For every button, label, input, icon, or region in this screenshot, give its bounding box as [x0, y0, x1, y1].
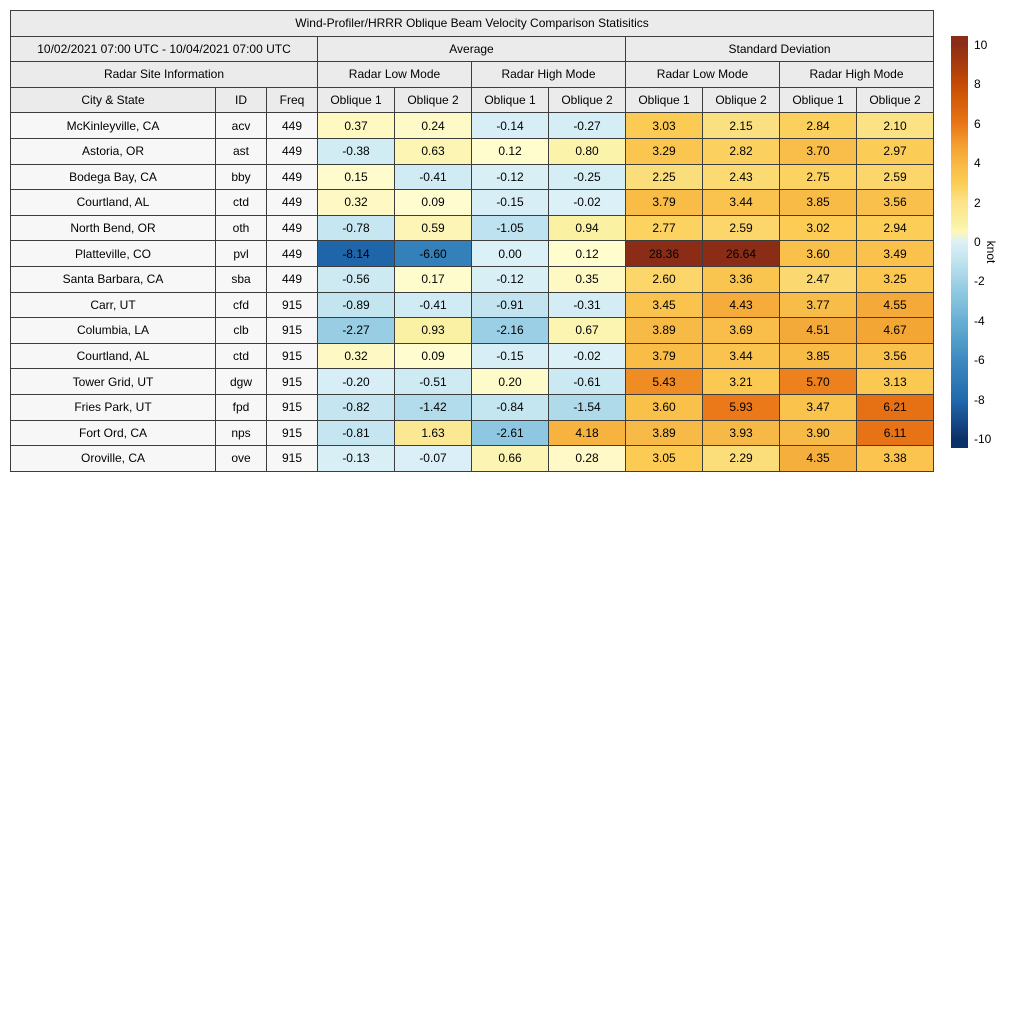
table-row: [11, 420, 934, 446]
value-cell: 0.12: [472, 138, 549, 164]
city-cell: Oroville, CA: [11, 446, 216, 472]
freq-cell: 449: [267, 164, 318, 190]
value-cell: -0.12: [472, 164, 549, 190]
colorbar-gradient: [951, 36, 968, 448]
value-cell: 3.13: [857, 369, 934, 395]
value-cell: 3.03: [626, 113, 703, 139]
value-cell: 1.63: [395, 420, 472, 446]
city-cell: Platteville, CO: [11, 241, 216, 267]
table-row: [11, 215, 934, 241]
value-cell: 3.70: [780, 138, 857, 164]
value-cell: -6.60: [395, 241, 472, 267]
value-cell: 2.59: [703, 215, 780, 241]
freq-cell: 449: [267, 113, 318, 139]
column-header: Oblique 1: [472, 87, 549, 113]
id-cell: fpd: [216, 394, 267, 420]
value-cell: 3.85: [780, 343, 857, 369]
colorbar-tick-label: -8: [974, 392, 985, 407]
value-cell: -1.42: [395, 394, 472, 420]
value-cell: -0.91: [472, 292, 549, 318]
table-row: [11, 113, 934, 139]
colorbar-tick-label: -4: [974, 313, 985, 328]
id-cell: pvl: [216, 241, 267, 267]
value-cell: 0.59: [395, 215, 472, 241]
value-cell: 0.80: [549, 138, 626, 164]
table-header: [11, 11, 934, 113]
column-header: Freq: [267, 87, 318, 113]
value-cell: 2.94: [857, 215, 934, 241]
table-row: [11, 164, 934, 190]
value-cell: 0.32: [318, 190, 395, 216]
city-cell: Courtland, AL: [11, 343, 216, 369]
value-cell: -0.07: [395, 446, 472, 472]
city-cell: Carr, UT: [11, 292, 216, 318]
column-header: Oblique 1: [318, 87, 395, 113]
value-cell: -0.82: [318, 394, 395, 420]
value-cell: 3.36: [703, 266, 780, 292]
value-cell: 4.67: [857, 318, 934, 344]
value-cell: -0.31: [549, 292, 626, 318]
value-cell: 3.89: [626, 318, 703, 344]
table-row: [11, 318, 934, 344]
value-cell: 4.55: [857, 292, 934, 318]
city-cell: Santa Barbara, CA: [11, 266, 216, 292]
column-header: City & State: [11, 87, 216, 113]
id-cell: dgw: [216, 369, 267, 395]
value-cell: -0.89: [318, 292, 395, 318]
value-cell: -0.51: [395, 369, 472, 395]
table-row: [11, 394, 934, 420]
city-cell: Columbia, LA: [11, 318, 216, 344]
date-range-cell: 10/02/2021 07:00 UTC - 10/04/2021 07:00 UTC: [11, 36, 318, 62]
value-cell: -0.02: [549, 343, 626, 369]
value-cell: 0.67: [549, 318, 626, 344]
value-cell: 3.49: [857, 241, 934, 267]
value-cell: -0.15: [472, 190, 549, 216]
value-cell: 2.25: [626, 164, 703, 190]
colorbar-tick-label: -10: [974, 432, 992, 447]
value-cell: 6.11: [857, 420, 934, 446]
value-cell: 2.75: [780, 164, 857, 190]
colorbar-unit-label: knot: [984, 240, 998, 264]
value-cell: -0.56: [318, 266, 395, 292]
column-header: ID: [216, 87, 267, 113]
freq-cell: 915: [267, 343, 318, 369]
value-cell: 2.60: [626, 266, 703, 292]
column-header: Oblique 2: [703, 87, 780, 113]
city-cell: Fries Park, UT: [11, 394, 216, 420]
value-cell: 0.94: [549, 215, 626, 241]
value-cell: 5.43: [626, 369, 703, 395]
id-cell: cfd: [216, 292, 267, 318]
city-cell: Astoria, OR: [11, 138, 216, 164]
column-header: Oblique 1: [626, 87, 703, 113]
value-cell: 3.77: [780, 292, 857, 318]
value-cell: 28.36: [626, 241, 703, 267]
value-cell: -0.61: [549, 369, 626, 395]
freq-cell: 449: [267, 241, 318, 267]
value-cell: 3.90: [780, 420, 857, 446]
value-cell: 2.15: [703, 113, 780, 139]
colorbar-tick-label: 10: [974, 37, 988, 52]
value-cell: 3.85: [780, 190, 857, 216]
table-row: [11, 190, 934, 216]
stats-table: [10, 10, 934, 472]
freq-cell: 449: [267, 266, 318, 292]
freq-cell: 449: [267, 138, 318, 164]
value-cell: 0.12: [549, 241, 626, 267]
average-group-header: Average: [318, 36, 626, 62]
value-cell: -0.25: [549, 164, 626, 190]
colorbar-tick-label: -6: [974, 353, 985, 368]
value-cell: -0.14: [472, 113, 549, 139]
value-cell: 3.21: [703, 369, 780, 395]
value-cell: 0.09: [395, 190, 472, 216]
value-cell: 4.43: [703, 292, 780, 318]
value-cell: -2.27: [318, 318, 395, 344]
value-cell: 2.77: [626, 215, 703, 241]
value-cell: 0.35: [549, 266, 626, 292]
colorbar-tick-label: 2: [974, 195, 981, 210]
value-cell: 2.43: [703, 164, 780, 190]
colorbar-tick-label: 0: [974, 235, 981, 249]
id-cell: ctd: [216, 190, 267, 216]
value-cell: 0.09: [395, 343, 472, 369]
value-cell: -0.38: [318, 138, 395, 164]
id-cell: nps: [216, 420, 267, 446]
city-cell: McKinleyville, CA: [11, 113, 216, 139]
value-cell: -0.41: [395, 292, 472, 318]
value-cell: 3.44: [703, 343, 780, 369]
value-cell: 0.17: [395, 266, 472, 292]
colorbar-tick-label: 6: [974, 116, 981, 131]
value-cell: 0.37: [318, 113, 395, 139]
value-cell: -0.84: [472, 394, 549, 420]
id-cell: ctd: [216, 343, 267, 369]
colorbar-tick-label: 8: [974, 77, 981, 92]
table-row: [11, 138, 934, 164]
value-cell: 3.89: [626, 420, 703, 446]
city-cell: Bodega Bay, CA: [11, 164, 216, 190]
value-cell: 3.60: [780, 241, 857, 267]
value-cell: 2.84: [780, 113, 857, 139]
mode-header-avg-high: Radar High Mode: [472, 62, 626, 88]
id-cell: clb: [216, 318, 267, 344]
value-cell: 26.64: [703, 241, 780, 267]
value-cell: -1.54: [549, 394, 626, 420]
freq-cell: 449: [267, 215, 318, 241]
value-cell: -2.16: [472, 318, 549, 344]
value-cell: 2.82: [703, 138, 780, 164]
value-cell: -0.81: [318, 420, 395, 446]
value-cell: -0.20: [318, 369, 395, 395]
value-cell: 4.35: [780, 446, 857, 472]
column-header: Oblique 2: [857, 87, 934, 113]
value-cell: 0.63: [395, 138, 472, 164]
value-cell: 3.79: [626, 190, 703, 216]
freq-cell: 915: [267, 318, 318, 344]
freq-cell: 915: [267, 369, 318, 395]
value-cell: 6.21: [857, 394, 934, 420]
city-cell: Courtland, AL: [11, 190, 216, 216]
value-cell: 3.38: [857, 446, 934, 472]
value-cell: 3.47: [780, 394, 857, 420]
freq-cell: 915: [267, 446, 318, 472]
column-header: Oblique 2: [395, 87, 472, 113]
std-dev-group-header: Standard Deviation: [626, 36, 934, 62]
value-cell: 2.47: [780, 266, 857, 292]
value-cell: 0.93: [395, 318, 472, 344]
value-cell: -2.61: [472, 420, 549, 446]
city-cell: North Bend, OR: [11, 215, 216, 241]
table-row: [11, 266, 934, 292]
value-cell: 0.24: [395, 113, 472, 139]
freq-cell: 915: [267, 292, 318, 318]
value-cell: 4.18: [549, 420, 626, 446]
city-cell: Tower Grid, UT: [11, 369, 216, 395]
site-info-header: Radar Site Information: [11, 62, 318, 88]
table-row: [11, 241, 934, 267]
value-cell: 5.70: [780, 369, 857, 395]
value-cell: -0.41: [395, 164, 472, 190]
value-cell: -0.02: [549, 190, 626, 216]
value-cell: 2.10: [857, 113, 934, 139]
value-cell: 3.69: [703, 318, 780, 344]
table-row: [11, 369, 934, 395]
id-cell: ast: [216, 138, 267, 164]
value-cell: 3.29: [626, 138, 703, 164]
value-cell: 0.00: [472, 241, 549, 267]
value-cell: 2.29: [703, 446, 780, 472]
value-cell: 3.44: [703, 190, 780, 216]
value-cell: -0.15: [472, 343, 549, 369]
value-cell: 4.51: [780, 318, 857, 344]
colorbar-tick-label: 4: [974, 156, 981, 171]
value-cell: 2.59: [857, 164, 934, 190]
id-cell: ove: [216, 446, 267, 472]
value-cell: -0.12: [472, 266, 549, 292]
column-header: Oblique 1: [780, 87, 857, 113]
colorbar-tick-label: -2: [974, 274, 985, 289]
freq-cell: 915: [267, 394, 318, 420]
value-cell: 3.25: [857, 266, 934, 292]
freq-cell: 449: [267, 190, 318, 216]
id-cell: sba: [216, 266, 267, 292]
value-cell: 5.93: [703, 394, 780, 420]
value-cell: 3.05: [626, 446, 703, 472]
table-row: [11, 343, 934, 369]
value-cell: 3.56: [857, 190, 934, 216]
mode-header-std-high: Radar High Mode: [780, 62, 934, 88]
value-cell: 0.66: [472, 446, 549, 472]
value-cell: -1.05: [472, 215, 549, 241]
table-title: Wind-Profiler/HRRR Oblique Beam Velocity Comparison Statisitics: [11, 11, 934, 37]
id-cell: bby: [216, 164, 267, 190]
value-cell: 3.93: [703, 420, 780, 446]
value-cell: -8.14: [318, 241, 395, 267]
value-cell: 2.97: [857, 138, 934, 164]
value-cell: 3.56: [857, 343, 934, 369]
table-row: [11, 446, 934, 472]
value-cell: 3.79: [626, 343, 703, 369]
table-row: [11, 292, 934, 318]
value-cell: 3.60: [626, 394, 703, 420]
value-cell: 0.32: [318, 343, 395, 369]
value-cell: 0.20: [472, 369, 549, 395]
value-cell: -0.78: [318, 215, 395, 241]
freq-cell: 915: [267, 420, 318, 446]
column-header: Oblique 2: [549, 87, 626, 113]
mode-header-std-low: Radar Low Mode: [626, 62, 780, 88]
value-cell: 0.28: [549, 446, 626, 472]
value-cell: -0.13: [318, 446, 395, 472]
value-cell: 3.02: [780, 215, 857, 241]
value-cell: 3.45: [626, 292, 703, 318]
value-cell: 0.15: [318, 164, 395, 190]
id-cell: oth: [216, 215, 267, 241]
mode-header-avg-low: Radar Low Mode: [318, 62, 472, 88]
value-cell: -0.27: [549, 113, 626, 139]
id-cell: acv: [216, 113, 267, 139]
city-cell: Fort Ord, CA: [11, 420, 216, 446]
